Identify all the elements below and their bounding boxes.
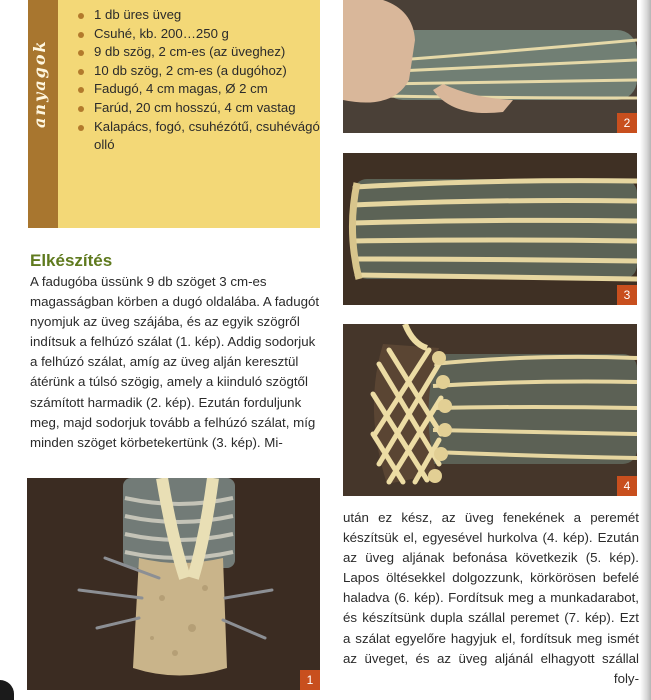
- photo-2: [343, 0, 637, 133]
- page-fold: [640, 0, 651, 700]
- photo-1-image: [27, 478, 320, 690]
- material-item: Fadugó, 4 cm magas, Ø 2 cm: [78, 80, 320, 99]
- instructions-right-text: után ez kész, az üveg fenekének a peremét készítsük el, egyesével hurkolva (4. kép). Ezután az üveg aljának befonása következik (5. kép). Lapos öltésekkel dolgozzunk, körkörösen befelé haladva (6. kép). Fordítsuk meg a munkadarabot, és készítsünk dupla szállal peremet (7. kép). Ezt a szálat egyelőre hagyjuk el, fordítsuk meg ismét az üveget, és az üveg aljánál elhagyott szállal foly-: [343, 510, 639, 686]
- photo-1: [27, 478, 320, 690]
- instructions-right: [343, 508, 639, 689]
- instructions-left-text: A fadugóba üssünk 9 db szöget 3 cm-es magasságban körben a dugó oldalába. A fadugót nyomjuk az üveg szájába, és az egyik szögről indítsuk a felhúzó szálat (1. kép). Addig sodorjuk a felhúzó szálat, amíg az üveg alján keresztül átérünk a túlsó szögig, amely a kiinduló szögtől számított harmadik (2. kép). Ezután forduljunk meg, majd sodorjuk tovább a felhúzó szálat, míg minden szöget körbetekertünk (3. kép). Mi-: [30, 274, 320, 450]
- photo-3: [343, 153, 637, 305]
- section-title: Elkészítés: [30, 251, 113, 270]
- instructions-left: [30, 272, 322, 453]
- material-item: 9 db szög, 2 cm-es (az üveghez): [78, 43, 320, 62]
- photo-4-image: [343, 324, 637, 496]
- photo-1-number: 1: [300, 670, 320, 690]
- photo-3-image: [343, 153, 637, 305]
- material-item: Farúd, 20 cm hosszú, 4 cm vastag: [78, 99, 320, 118]
- photo-2-number: 2: [617, 113, 637, 133]
- material-item: Kalapács, fogó, csuhézótű, csuhévágó olló: [78, 118, 320, 155]
- page-corner: [0, 680, 14, 700]
- photo-2-image: [343, 0, 637, 133]
- materials-box: [58, 0, 320, 228]
- materials-sidebar: [28, 0, 58, 228]
- material-item: 10 db szög, 2 cm-es (a dugóhoz): [78, 62, 320, 81]
- photo-4: [343, 324, 637, 496]
- photo-4-number: 4: [617, 476, 637, 496]
- materials-list: [58, 0, 320, 155]
- material-item: 1 db üres üveg: [78, 6, 320, 25]
- photo-3-number: 3: [617, 285, 637, 305]
- material-item: Csuhé, kb. 200…250 g: [78, 25, 320, 44]
- materials-label: anyagok: [30, 39, 49, 128]
